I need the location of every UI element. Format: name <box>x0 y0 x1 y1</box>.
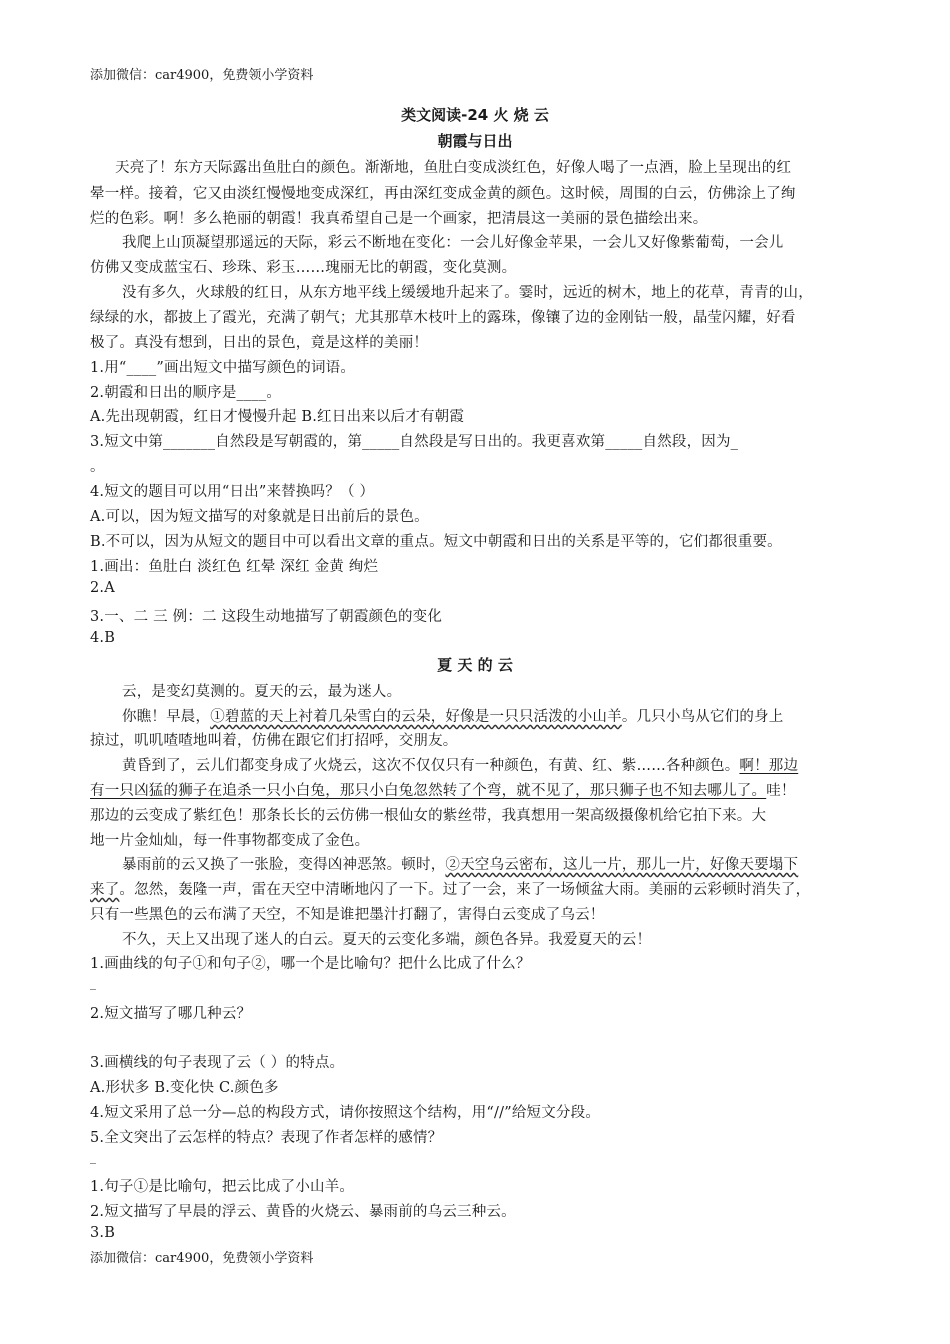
p2-answer-1: 1.句子①是比喻句，把云比成了小山羊。 <box>90 1179 355 1195</box>
p1-line-7: 绿绿的水，都披上了霞光，充满了朝气；尤其那草木枝叶上的露珠，像镶了边的金刚钻一般，晶莹闪耀，好看 <box>90 310 796 326</box>
p1-line-4: 我爬上山顶凝望那遥远的天际，彩云不断地在变化：一会儿好像金苹果，一会儿又好像紫葡萄，一会儿 <box>122 235 784 251</box>
p2-para-5: 不久，天上又出现了迷人的白云。夏天的云变化多端，颜色各异。我爱夏天的云！ <box>122 932 652 948</box>
p2-para-2-line-1 <box>122 705 897 726</box>
p1-question-2-options: A.先出现朝霞，红日才慢慢升起 B.红日出来以后才有朝霞 <box>90 409 465 425</box>
p2-para-4-line-3: 只有一些黑色的云布满了天空，不知是谁把墨汁打翻了，害得白云变成了乌云！ <box>90 907 605 923</box>
passage1-title: 朝霞与日出 <box>437 132 513 150</box>
page-header: 添加微信：car4900，免费领小学资料 <box>90 68 314 83</box>
p1-question-3: 3.短文中第_______自然段是写朝霞的，第_____自然段是写日出的。我更喜欢第_____自然段，因为_ <box>90 434 739 450</box>
p2-para-4-line-2 <box>90 878 865 899</box>
p1-question-4-option-a: A.可以，因为短文描写的对象就是日出前后的景色。 <box>90 509 429 525</box>
p2-question-4: 4.短文采用了总一分—总的构段方式，请你按照这个结构，用“//”给短文分段。 <box>90 1105 601 1121</box>
p1-answer-3: 3.一、二 三 例：二 这段生动地描写了朝霞颜色的变化 <box>90 609 443 625</box>
p2-para-3-line-2 <box>90 779 865 800</box>
p2-answer-3: 3.B <box>90 1225 116 1241</box>
p1-answer-2: 2.A <box>90 580 115 596</box>
sentence-1-wavy: ①碧蓝的天上衬着几朵雪白的云朵，好像是一只只活泼的小山羊 <box>210 709 622 725</box>
p1-line-8: 极了。真没有想到，日出的景色，竟是这样的美丽！ <box>90 335 429 351</box>
p2-text: 黄昏到了，云儿们都变身成了火烧云，这次不仅仅只有一种颜色，有黄、红、紫……各种颜色。 <box>122 758 740 774</box>
p1-line-2: 晕一样。接着，它又由淡红慢慢地变成深红，再由深红变成金黄的颜色。这时候，周围的白云，仿佛涂上了绚 <box>90 186 796 202</box>
p1-line-3: 烂的色彩。啊！多么艳丽的朝霞！我真希望自己是一个画家，把清晨这一美丽的景色描绘出来。 <box>90 211 708 227</box>
p2-answer-2: 2.短文描写了早晨的浮云、黄昏的火烧云、暴雨前的乌云三种云。 <box>90 1204 516 1220</box>
p1-question-1: 1.用“____”画出短文中描写颜色的词语。 <box>90 360 356 376</box>
answer-blank: _ <box>90 1150 96 1164</box>
p1-question-4-option-b: B.不可以，因为从短文的题目中可以看出文章的重点。短文中朝霞和日出的关系是平等的，它们都很重要。 <box>90 534 782 550</box>
p2-question-3: 3.画横线的句子表现了云（ ）的特点。 <box>90 1055 345 1071</box>
p2-text: 你瞧！早晨， <box>122 709 211 725</box>
p2-text: 暴雨前的云又换了一张脸，变得凶神恶煞。顿时， <box>122 857 446 873</box>
sentence-2-wavy: 来了 <box>90 882 120 898</box>
p2-question-2: 2.短文描写了哪几种云？ <box>90 1006 252 1022</box>
p2-para-3-line-1 <box>122 754 897 775</box>
page-footer: 添加微信：car4900，免费领小学资料 <box>90 1251 314 1266</box>
underlined-sentence: 啊！那边 <box>739 758 799 774</box>
p1-line-5: 仿佛又变成蓝宝石、珍珠、彩玉……瑰丽无比的朝霞，变化莫测。 <box>90 260 517 276</box>
p2-text: 哇！ <box>766 783 796 799</box>
p1-answer-4: 4.B <box>90 630 116 646</box>
p2-text: 。忽然，轰隆一声，雷在天空中清晰地闪了一下。过了一会，来了一场倾盆大雨。美丽的云彩顿时消失了， <box>119 882 811 898</box>
p2-para-2-line-2: 掠过，叽叽喳喳地叫着，仿佛在跟它们打招呼，交朋友。 <box>90 733 458 749</box>
answer-blank: _ <box>90 976 96 990</box>
p1-question-2: 2.朝霞和日出的顺序是____。 <box>90 385 282 401</box>
p1-line-1: 天亮了！东方天际露出鱼肚白的颜色。渐渐地，鱼肚白变成淡红色，好像人喝了一点酒，脸上呈现出的红 <box>115 160 792 176</box>
p1-answer-1: 1.画出：鱼肚白 淡红色 红晕 深红 金黄 绚烂 <box>90 559 379 575</box>
p2-para-1: 云，是变幻莫测的。夏天的云，最为迷人。 <box>122 684 402 700</box>
passage2-title: 夏 天 的 云 <box>437 656 513 674</box>
p2-text: 。几只小鸟从它们的身上 <box>621 709 784 725</box>
p2-question-5: 5.全文突出了云怎样的特点？表现了作者怎样的感情？ <box>90 1130 443 1146</box>
sentence-2-wavy: ②天空乌云密布，这儿一片，那儿一片，好像天要塌下 <box>445 857 799 873</box>
page-title: 类文阅读-24 火 烧 云 <box>401 106 549 124</box>
p2-para-3-line-4: 地一片金灿灿，每一件事物都变成了金色。 <box>90 833 370 849</box>
p2-para-4-line-1 <box>122 853 897 874</box>
p2-para-3-line-3: 那边的云变成了紫红色！那条长长的云仿佛一根仙女的紫丝带，我真想用一架高级摄像机给它拍下来。大 <box>90 808 767 824</box>
p2-question-1: 1.画曲线的句子①和句子②，哪一个是比喻句？把什么比成了什么？ <box>90 956 531 972</box>
p1-line-6: 没有多久，火球般的红日，从东方地平线上缓缓地升起来了。霎时，远近的树木，地上的花草，青青的山， <box>122 285 813 301</box>
p1-question-3-end: 。 <box>90 459 105 475</box>
p2-question-3-options: A.形状多 B.变化快 C.颜色多 <box>90 1080 279 1096</box>
underlined-sentence: 有一只凶猛的狮子在追杀一只小白兔，那只小白兔忽然转了个弯，就不见了，那只狮子也不知去哪儿了。 <box>90 783 767 799</box>
p1-question-4: 4.短文的题目可以用“日出”来替换吗？（ ） <box>90 484 375 500</box>
